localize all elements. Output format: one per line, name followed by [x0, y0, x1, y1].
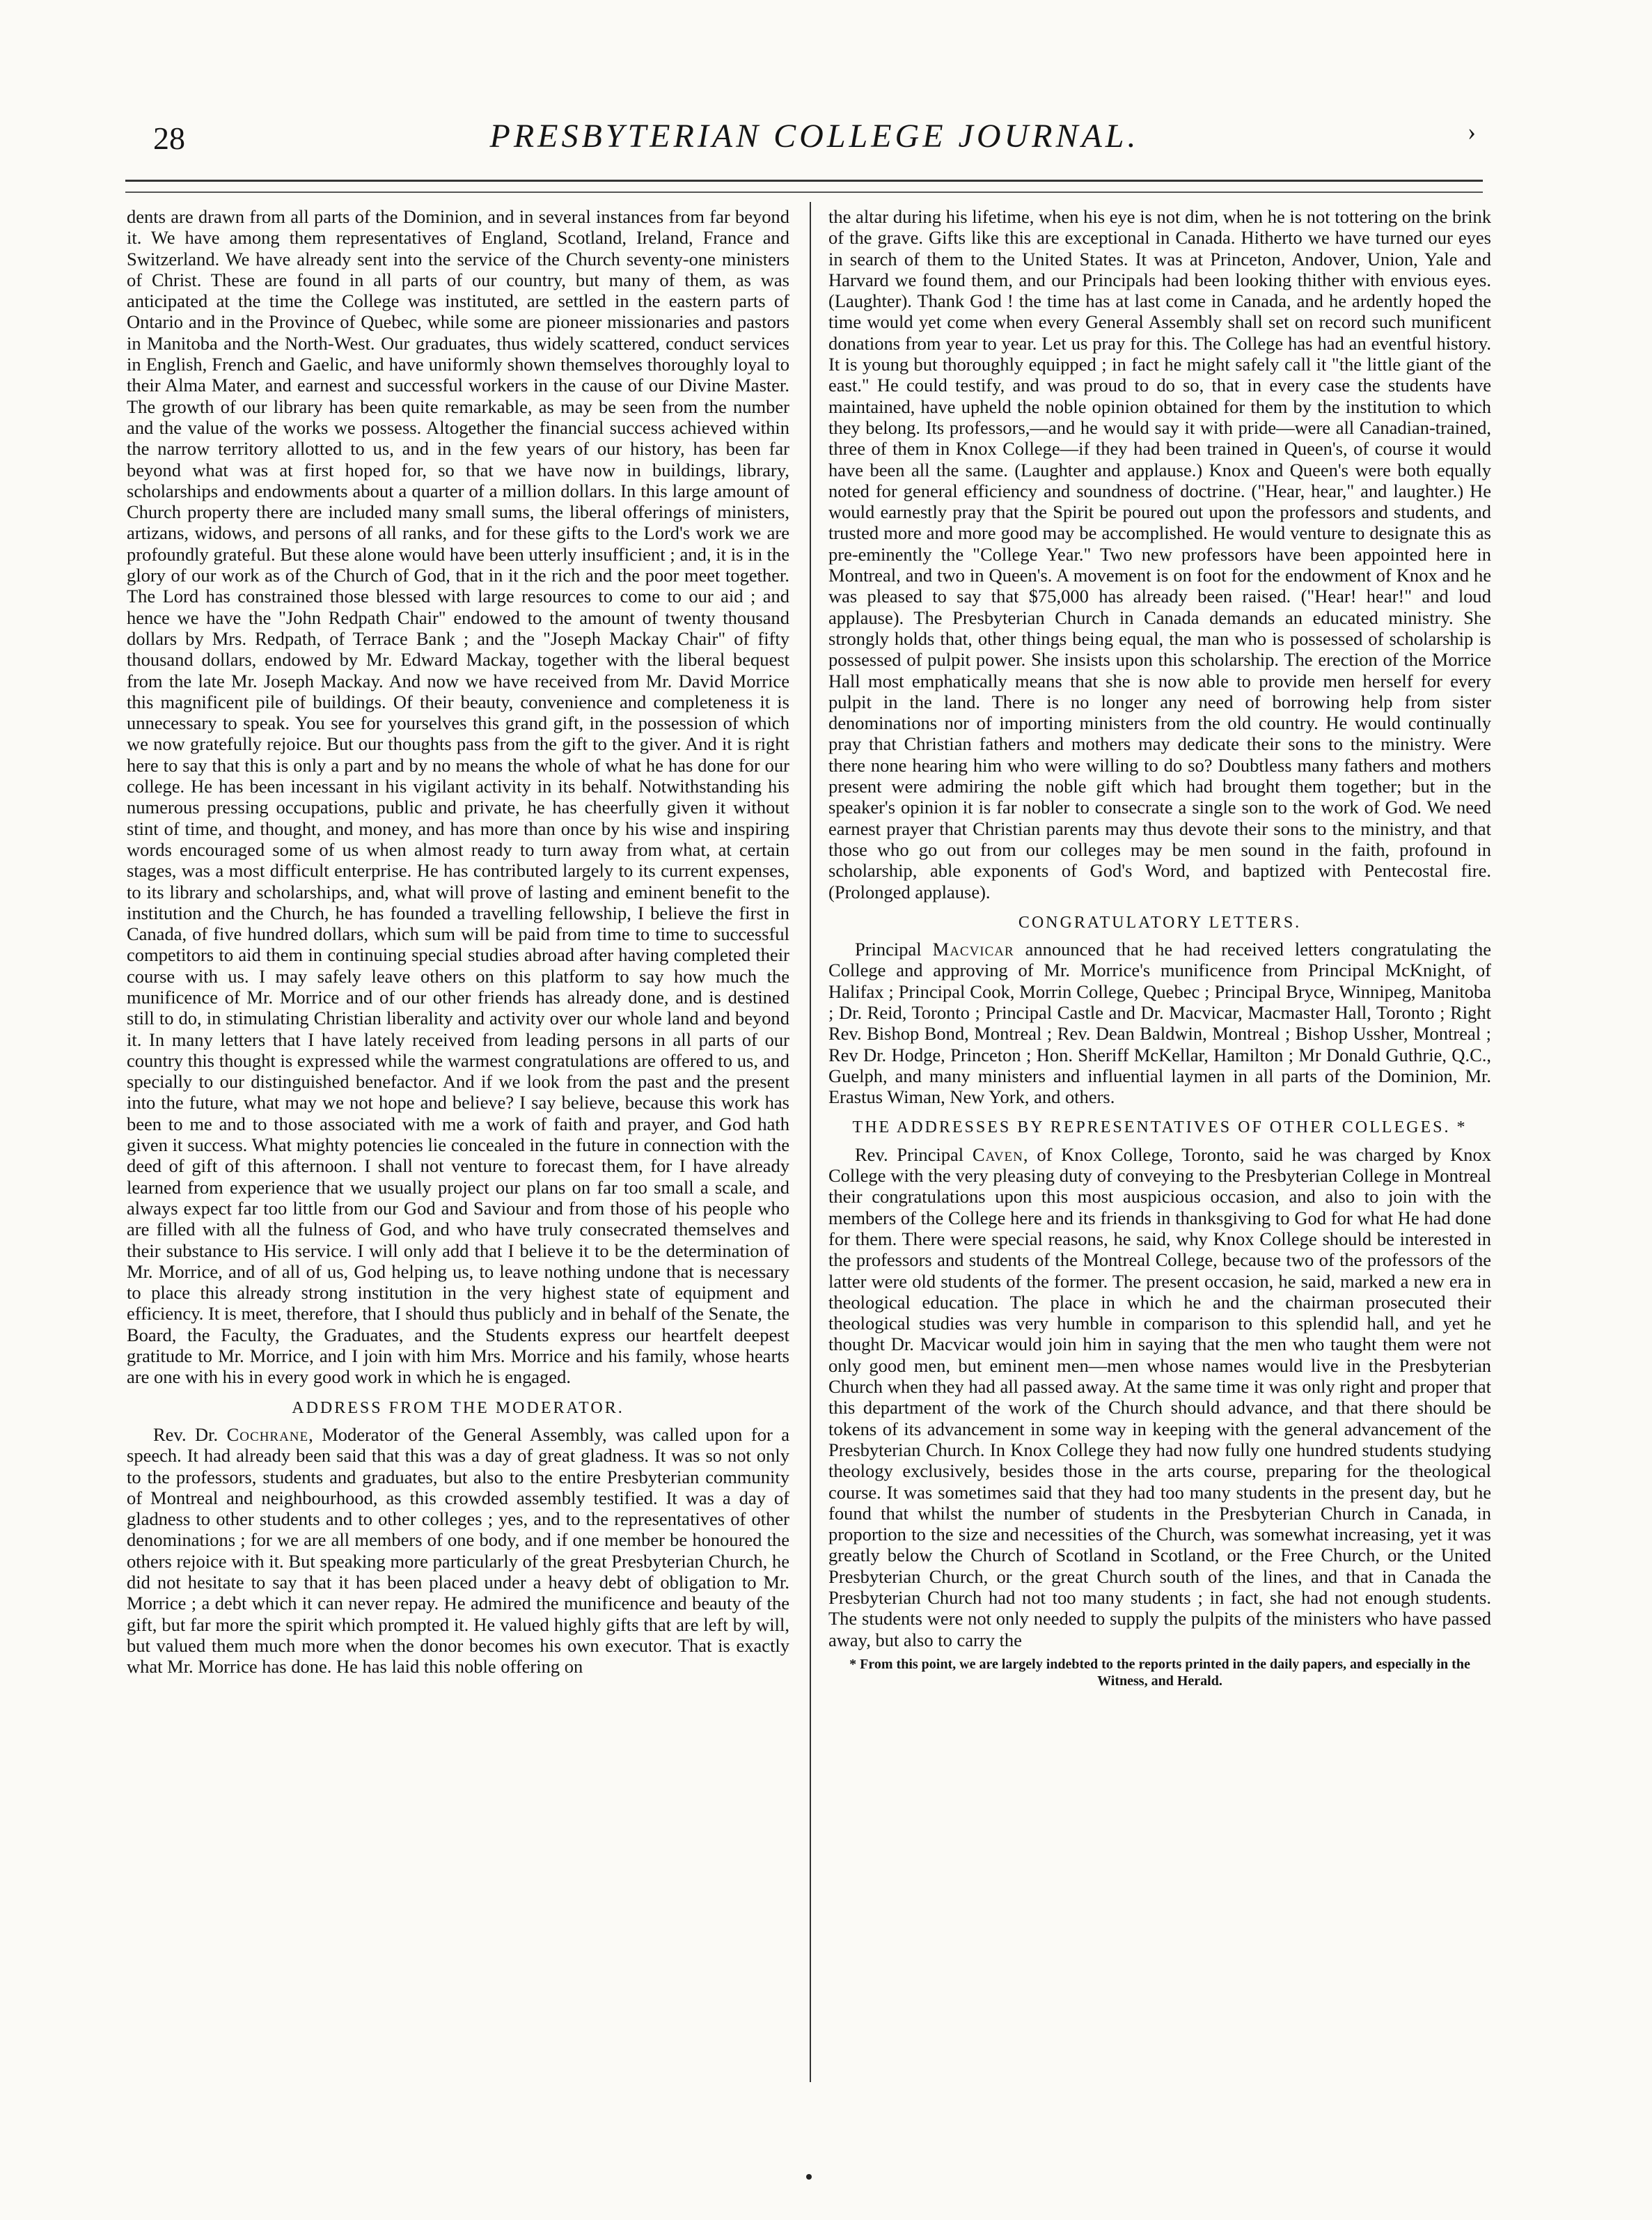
- letters-paragraph: [828, 939, 1491, 1107]
- speaker-name: Cochrane: [226, 1423, 309, 1445]
- caven-speech-paragraph: [828, 1144, 1491, 1650]
- page-number: 28: [153, 120, 185, 156]
- speaker-name: Caven: [972, 1143, 1023, 1165]
- footnote: * From this point, we are largely indebted to the reports printed in the daily papers, and especially in the Witness, and Herald.: [849, 1656, 1470, 1689]
- letters-text: announced that he had received letters congratulating the College and approving of Mr. Morrice's munificence from Principal McKnight, of Halifax ; Principal Cook, Morrin College, Quebec ; Principal Bryce, Winnipeg, Manitoba ; Dr. Reid, Toronto ; Principal Castle and Dr. Macvicar, Macmaster Hall, Toronto ; Right Rev. Bishop Bond, Montreal ; Rev. Dean Baldwin, Montreal ; Bishop Ussher, Montreal ; Rev Dr. Hodge, Princeton ; Hon. Sheriff McKellar, Hamilton ; Mr Donald Guthrie, Q.C., Guelph, and many ministers and influential laymen in all parts of the Dominion, Mr. Erastus Wiman, New York, and others.: [828, 939, 1491, 1108]
- section-heading-moderator: ADDRESS FROM THE MODERATOR.: [292, 1398, 624, 1417]
- right-column: [828, 206, 1491, 2107]
- page-header: [153, 117, 1476, 173]
- moderator-text: , Moderator of the General Assembly, was called upon for a speech. It had already been said that this was a day of great gladness. It was so not only to the professors, students and graduates, but also to the entire Presbyterian community of Montreal and neighbourhood, as this crowded assembly testified. It was a day of gladness to other students and to other colleges ; yes, and to the representatives of other denominations ; for we are all members of one body, and if one member be honoured the others rejoice with it. But speaking more particularly of the great Presbyterian Church, he did not hesitate to say that it has been placed under a heavy debt of obligation to Mr. Morrice ; a debt which it can never repay. He admired the munificence and beauty of the gift, but far more the spirit which prompted it. He valued highly gifts that are left by will, but valued them much more when the donor becomes his own executor. That is exactly what Mr. Morrice has done. He has laid this noble offering on: [127, 1423, 789, 1678]
- section-heading-addresses: THE ADDRESSES BY REPRESENTATIVES OF OTHER COLLEGES. *: [852, 1118, 1468, 1137]
- journal-title: PRESBYTERIAN COLLEGE JOURNAL.: [489, 118, 1140, 155]
- left-column: [127, 206, 789, 2107]
- page-speck: [806, 2174, 812, 2180]
- column-divider: [810, 202, 811, 2082]
- moderator-speech-paragraph: [127, 1424, 789, 1678]
- header-rule: [125, 180, 1483, 193]
- speaker-lead: Rev. Principal: [855, 1143, 973, 1165]
- speaker-name: Macvicar: [932, 939, 1014, 960]
- moderator-continued-paragraph: the altar during his lifetime, when his eye is not dim, when he is not tottering on the brink of the grave. Gifts like this are exceptional in Canada. Hitherto we have turned our eyes in search of them to the United States. It was at Princeton, Andover, Union, Yale and Harvard we found them, and our Principals had been looking thither with envious eyes. (Laughter). Thank God ! the time has at last come in Canada, and he ardently hoped the time would yet come when every General Assembly shall set on record such munificent donations from year to year. Let us pray for this. The College has had an eventful history. It is young but thoroughly equipped ; in fact he might safely call it "the little giant of the east." He could testify, and was proud to do so, that in every case the students have maintained, have upheld the noble opinion obtained for them by the institution to which they belong. Its professors,—and he would say it with pride—were all Canadian-trained, three of them in Knox College—if they had been trained in Queen's, of course it would have been all the same. (Laughter and applause.) Knox and Queen's were both equally noted for general efficiency and soundness of doctrine. ("Hear, hear," and laughter.) He would earnestly pray that the Spirit be poured out upon the professors and students, and trusted more and more good may be accomplished. He would venture to designate this as pre-eminently the "College Year." Two new professors have been appointed here in Montreal, and two in Queen's. A movement is on foot for the endowment of Knox and he was pleased to say that $75,000 has already been raised. ("Hear! hear!" and loud applause). The Presbyterian Church in Canada demands an educated ministry. She strongly holds that, other things being equal, the man who is possessed of scholarship is possessed of pulpit power. She insists upon this scholarship. The erection of the Morrice Hall most emphatically means that she is now able to provide men herself for every pulpit in the land. There is no longer any need of borrowing help from sister denominations nor of importing ministers from the old country. He would continually pray that Christian fathers and mothers may dedicate their sons to the ministry. Were there none hearing him who were willing to do so? Doubtless many fathers and mothers present were admiring the noble gift which had brought them together; but in the speaker's opinion it is far nobler to consecrate a single son to the work of God. We need earnest prayer that Christian parents may thus devote their sons to the ministry, and that those who go out from our colleges may be men sound in the faith, profound in scholarship, able exponents of God's Word, and baptized with Pentecostal fire. (Prolonged applause).: [828, 206, 1491, 902]
- section-heading-letters: CONGRATULATORY LETTERS.: [1018, 913, 1302, 932]
- caven-text: , of Knox College, Toronto, said he was charged by Knox College with the very pleasing duty of conveying to the Presbyterian College in Montreal their congratulations upon this most auspicious occasion, and also to join with the members of the College here and its friends in thanksgiving to God for what He had done for them. There were special reasons, he said, why Knox College should be interested in the professors and students of the Montreal College, because two of the professors of the latter were old students of the former. The present occasion, he said, marked a new era in theological education. The place in which he and the chairman prosecuted their theological studies was very humble in comparison to this splendid hall, and yet he thought Dr. Macvicar would join him in saying that the men who taught them were not only good men, but eminent men—men whose names would live in the Presbyterian Church when they had all passed away. At the same time it was only right and proper that this department of the work of the Church should advance, and that there should be tokens of its advancement in some way in keeping with the general advancement of the Presbyterian Church. In Knox College they had now fully one hundred students studying theology exclusively, besides those in the arts course, preparing for the theological course. It was sometimes said that they had too many students in the present day, but he found that whilst the number of students in the Presbyterian Church in Canada, in proportion to the size and necessities of the Church, was somewhat increasing, yet it was greatly below the Church of Scotland in Scotland, or the Free Church, or the United Presbyterian Church, or the great Church south of the lines, and that in Canada the Presbyterian Church had not too many students ; in fact, she had not enough students. The students were not only needed to supply the pulpits of the ministers who have passed away, but also to carry the: [828, 1143, 1491, 1650]
- speaker-lead: Rev. Dr.: [153, 1423, 227, 1445]
- corner-mark: ›: [1468, 118, 1476, 146]
- speaker-lead: Principal: [855, 939, 933, 960]
- principal-speech-paragraph: dents are drawn from all parts of the Dominion, and in several instances from far beyond it. We have among them representatives of England, Scotland, Ireland, France and Switzerland. We have already sent into the service of the Church seventy-one ministers of Christ. These are found in all parts of our country, but many of them, as was anticipated at the time the College was instituted, are settled in the eastern parts of Ontario and in the Province of Quebec, while some are pioneer missionaries and pastors in Manitoba and the North-West. Our graduates, thus widely scattered, conduct services in English, French and Gaelic, and have uniformly shown themselves thoroughly loyal to their Alma Mater, and earnest and successful workers in the cause of our Divine Master. The growth of our library has been quite remarkable, as may be seen from the number and the value of the works we possess. Altogether the financial success achieved within the narrow territory allotted to us, and in the few years of our history, has been far beyond what was at first hoped for, so that we have now in buildings, library, scholarships and endowments about a quarter of a million dollars. In this large amount of Church property there are included many small sums, the liberal offerings of ministers, artizans, widows, and persons of all ranks, and for these gifts to the Lord's work we are profoundly grateful. But these alone would have been utterly insufficient ; and, it is in the glory of our work as of the Church of God, that in it the rich and the poor meet together. The Lord has constrained those blessed with large resources to come to our aid ; and hence we have the "John Redpath Chair" endowed to the amount of twenty thousand dollars by Mrs. Redpath, of Terrace Bank ; and the "Joseph Mackay Chair" of fifty thousand dollars, endowed by Mr. Edward Mackay, together with the liberal bequest from the late Mr. Joseph Mackay. And now we have received from Mr. David Morrice this magnificent pile of buildings. Of their beauty, convenience and completeness it is unnecessary to speak. You see for yourselves this grand gift, in the possession of which we now gratefully rejoice. But our thoughts pass from the gift to the giver. And it is right here to say that this is only a part and by no means the whole of what he has done for our college. He has been incessant in his vigilant activity in its behalf. Notwithstanding his numerous pressing occupations, public and private, he has cheerfully given it without stint of time, and thought, and money, and has more than once by his wise and inspiring words encouraged some of us when almost ready to turn away from what, at certain stages, was a most difficult enterprise. He has contributed largely to its current expenses, to its library and scholarships, and, what will prove of lasting and eminent benefit to the institution and the Church, he has founded a travelling fellowship, I believe the first in Canada, of five hundred dollars, which sum will be paid from time to time to successful competitors to aid them in continuing special studies abroad after having completed their course with us. I may safely leave others on this platform to say how much the munificence of Mr. Morrice and of our other friends has already done, and is destined still to do, in stimulating Christian liberality and activity over our whole land and beyond it. In many letters that I have lately received from leading persons in all parts of our country this thought is expressed while the warmest congratulations are offered to us, and specially to our distinguished benefactor. And if we look from the past and the present into the future, what may we not hope and believe? I say believe, because this work has been to me and to those associated with me a work of faith and prayer, and God hath given it success. What mighty potencies lie concealed in the future in connection with the deed of gift of this afternoon. I shall not venture to forecast them, for I have already learned from experience that we usually project our plans on far too small a scale, and always expect far too little from our God and Saviour and from those of his people who are filled with all the fulness of God, and who have truly consecrated themselves and their substance to His service. I will only add that I believe it to be the determination of Mr. Morrice, and of all of us, God helping us, to leave nothing undone that is necessary to place this already strong institution in the very highest state of equipment and efficiency. It is meet, therefore, that I should thus publicly and in behalf of the Senate, the Board, the Faculty, the Graduates, and the Students express our heartfelt deepest gratitude to Mr. Morrice, and I join with him Mrs. Morrice and his family, whose hearts are one with his in every good work in which he is engaged.: [127, 206, 789, 1388]
